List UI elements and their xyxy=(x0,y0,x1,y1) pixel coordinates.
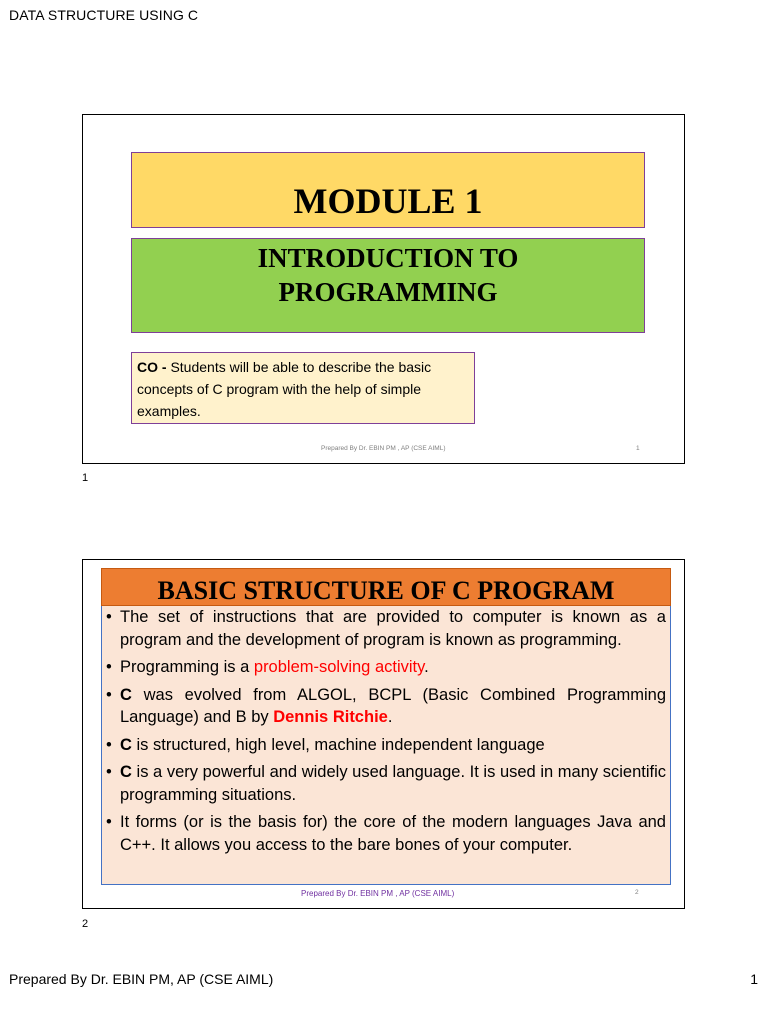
bullet-dot: • xyxy=(106,658,112,676)
slide-2-number: 2 xyxy=(82,918,89,930)
bold-c: C xyxy=(120,685,132,704)
slide-2-title: BASIC STRUCTURE OF C PROGRAM xyxy=(157,576,615,605)
course-outcome-box xyxy=(131,352,475,424)
slide-1-number: 1 xyxy=(82,472,89,484)
intro-title-line2: PROGRAMMING xyxy=(278,277,498,307)
intro-title-box xyxy=(131,238,645,333)
bullet-dot: • xyxy=(106,813,112,831)
bold-c: C xyxy=(120,735,132,754)
bold-c: C xyxy=(120,763,132,781)
bullet-item xyxy=(106,734,666,757)
bullet-item xyxy=(106,684,666,729)
slide-2 xyxy=(82,559,685,909)
bullet-item xyxy=(106,811,666,856)
bullet-text-post: . xyxy=(424,658,429,676)
bullet-text-pre: Programming is a xyxy=(120,658,254,676)
highlight-text: problem-solving activity xyxy=(253,658,425,676)
bullet-text xyxy=(120,761,666,806)
bullet-text xyxy=(120,684,666,729)
bullet-text: It forms (or is the basis for) the core of the modern languages Java and C++. It allows you access to the bare bones of your computer. xyxy=(120,813,666,854)
bullet-dot: • xyxy=(106,763,112,781)
page-number: 1 xyxy=(750,971,758,987)
bullet-text-post: . xyxy=(387,708,393,726)
bullet-dot: • xyxy=(106,685,112,704)
co-label: CO - xyxy=(137,359,171,375)
bullet-text-mid: was evolved from ALGOL, BCPL (Basic Combined Programming Language) and B by xyxy=(120,685,666,726)
bullet-dot: • xyxy=(106,608,112,626)
intro-title-line1: INTRODUCTION TO xyxy=(257,243,519,273)
slide-2-body xyxy=(101,606,671,885)
bullet-text xyxy=(120,656,666,679)
bullet-text xyxy=(120,734,666,757)
slide-2-footer-number: 2 xyxy=(635,889,639,896)
slide-2-title-bar xyxy=(101,568,671,606)
bullet-item xyxy=(106,606,666,651)
module-title: MODULE 1 xyxy=(293,181,483,221)
bullet-text: The set of instructions that are provided to computer is known as a program and the development of program is known as programming. xyxy=(120,608,666,649)
bullet-dot: • xyxy=(106,735,112,754)
slide-1-footer: Prepared By Dr. EBIN PM , AP (CSE AIML) xyxy=(321,445,446,452)
bullet-text-rest: is structured, high level, machine independent language xyxy=(131,735,545,754)
slide-1-footer-number: 1 xyxy=(636,445,640,452)
bullet-text-rest: is a very powerful and widely used language. It is used in many scientific programming situations. xyxy=(120,763,666,804)
bullet-item xyxy=(106,761,666,806)
slide-2-footer: Prepared By Dr. EBIN PM , AP (CSE AIML) xyxy=(301,889,455,898)
co-text: Students will be able to describe the basic concepts of C program with the help of simple examples. xyxy=(137,359,432,419)
bullet-item xyxy=(106,656,666,679)
page-header: DATA STRUCTURE USING C xyxy=(9,7,199,23)
slide-1 xyxy=(82,114,685,464)
module-title-box xyxy=(131,152,645,228)
page-footer: Prepared By Dr. EBIN PM, AP (CSE AIML) xyxy=(9,971,274,987)
author-name: Dennis Ritchie xyxy=(273,708,388,726)
